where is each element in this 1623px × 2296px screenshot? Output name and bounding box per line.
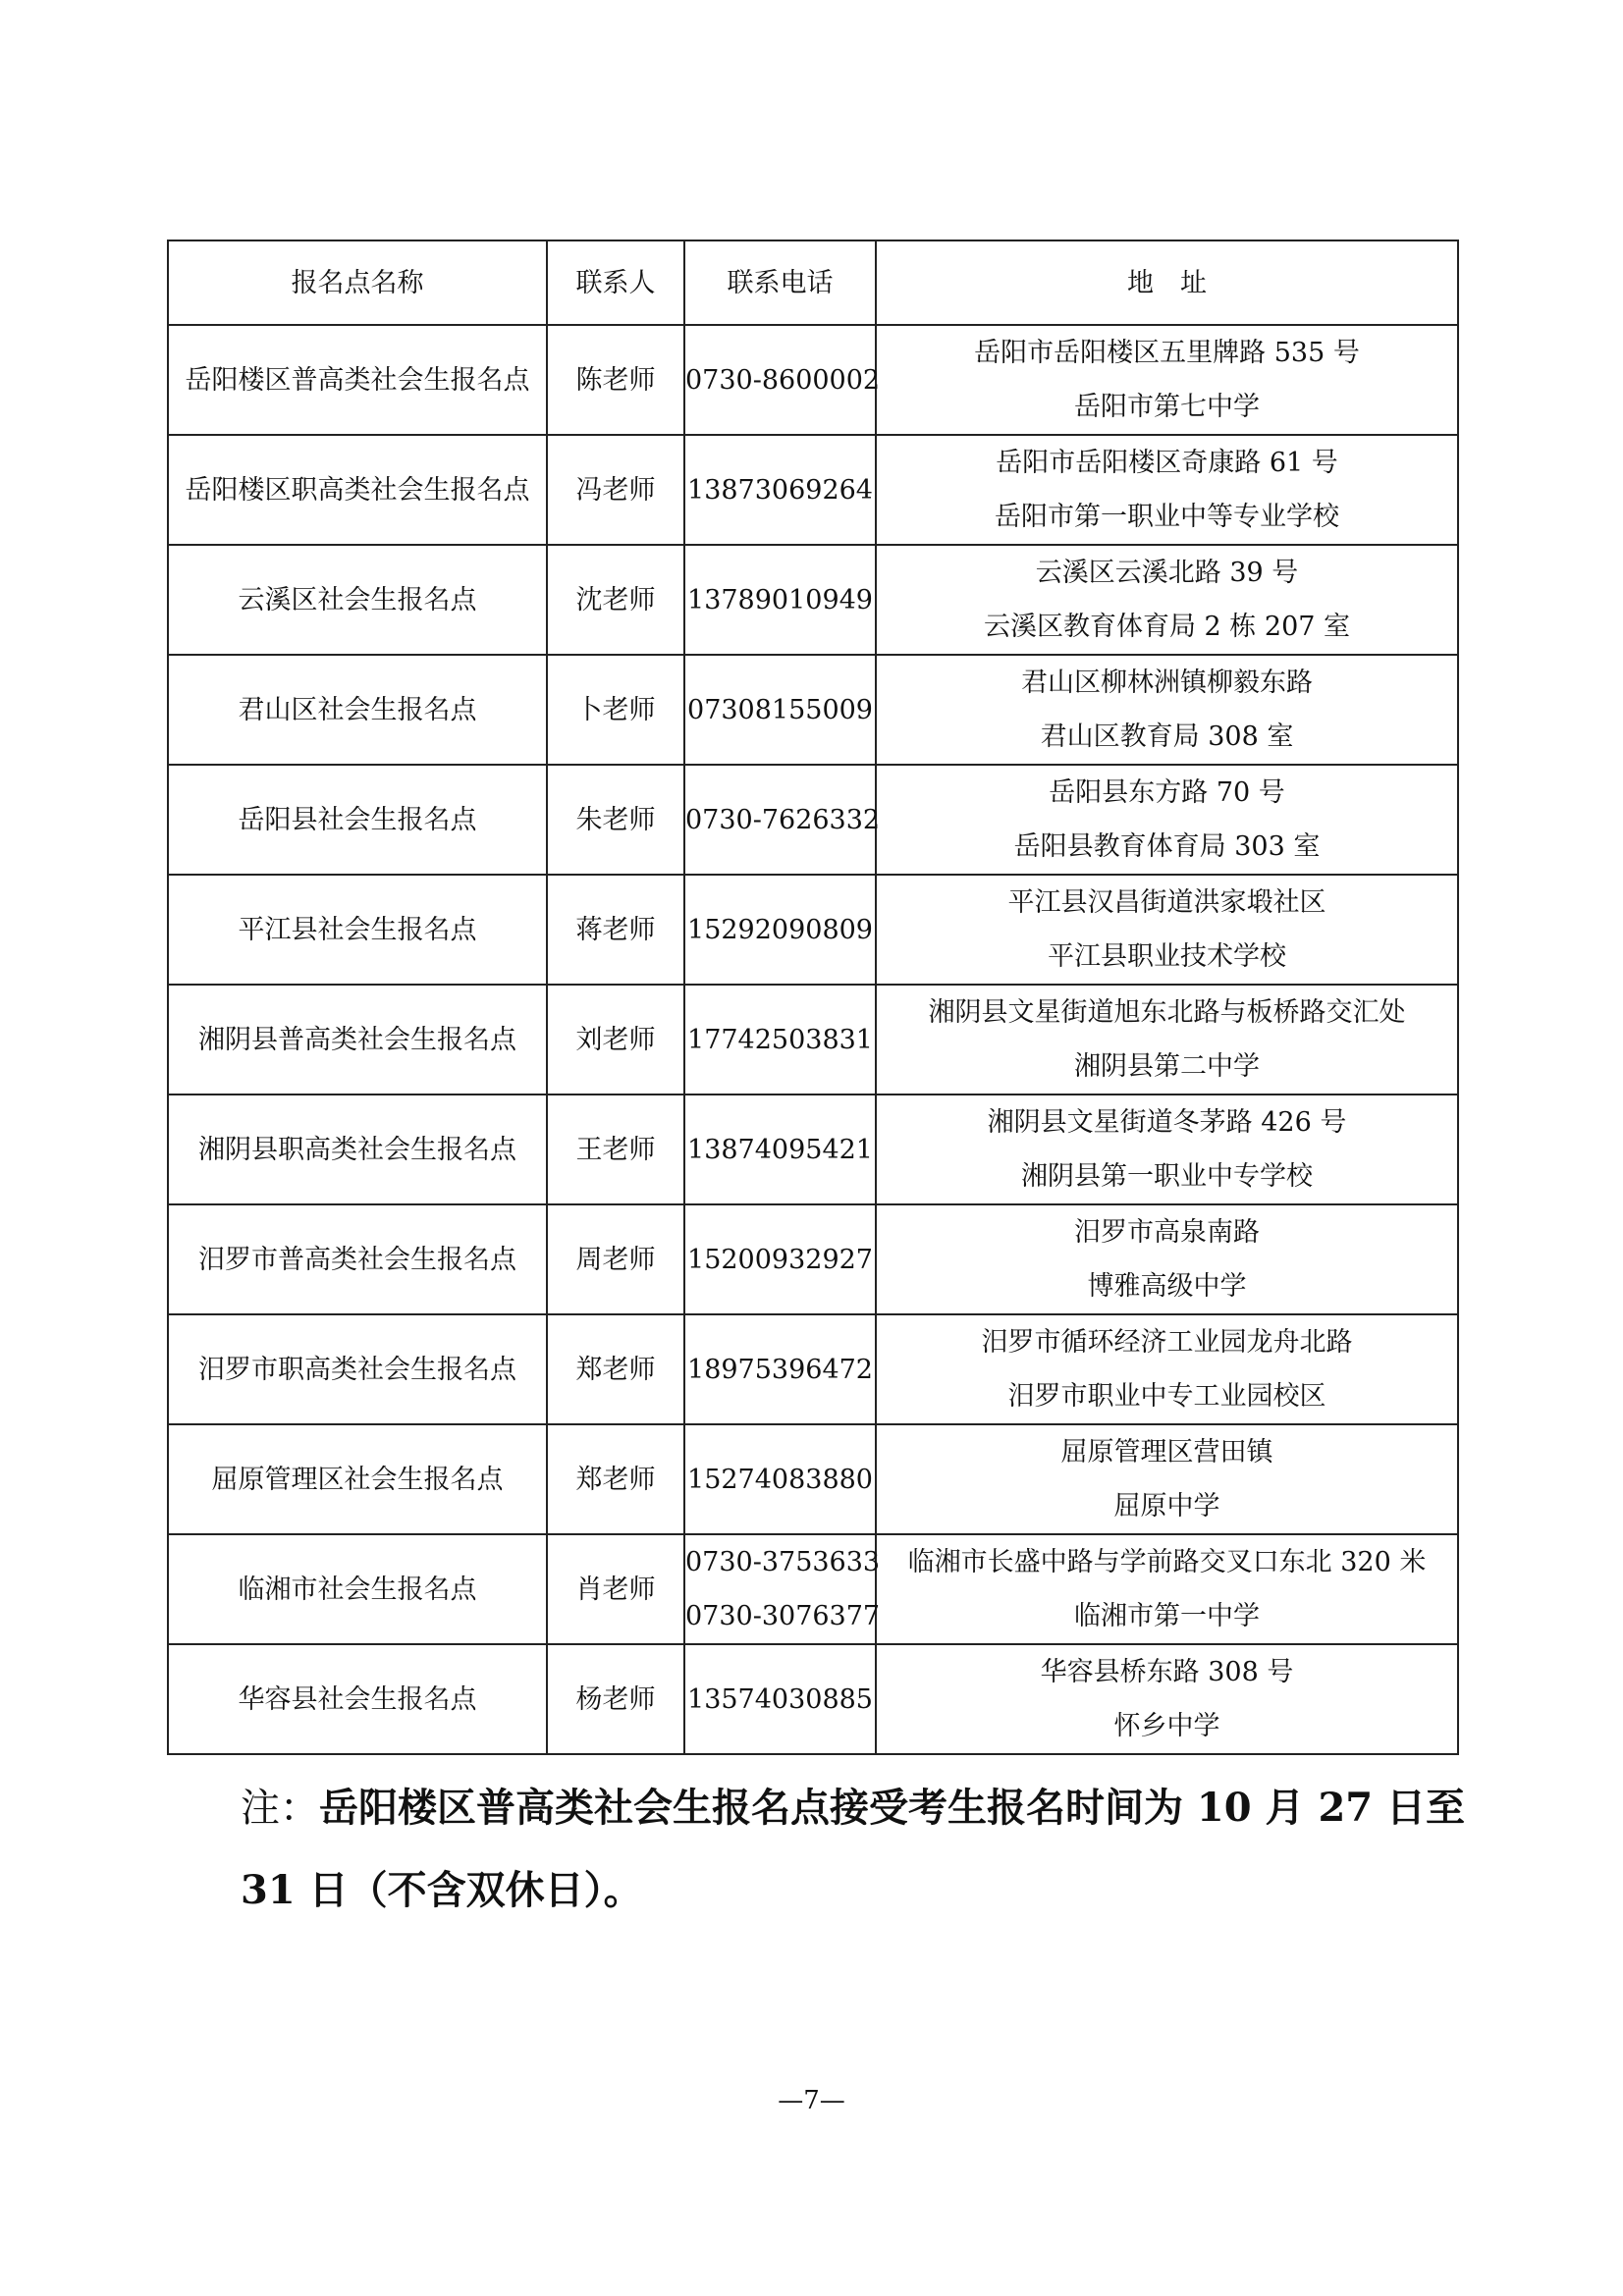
cell-contact: 杨老师 [547, 1644, 684, 1754]
address-line: 屈原中学 [1113, 1491, 1220, 1522]
phone-line: 15292090809 [687, 914, 873, 945]
address-line: 汨罗市循环经济工业园龙舟北路 [981, 1327, 1353, 1358]
phone-line: 0730-3753633 [685, 1547, 881, 1577]
cell-address [876, 545, 1458, 655]
address-line: 云溪区教育体育局 2 栋 207 室 [983, 612, 1351, 642]
address-line: 屈原管理区营田镇 [1060, 1437, 1273, 1468]
table-row [168, 1095, 1458, 1204]
address-line: 岳阳市岳阳楼区奇康路 61 号 [996, 448, 1338, 478]
phone-line: 18975396472 [687, 1354, 873, 1385]
address-line: 临湘市第一中学 [1074, 1601, 1260, 1631]
table-row [168, 545, 1458, 655]
cell-address [876, 1534, 1458, 1644]
address-line: 湘阴县第二中学 [1074, 1051, 1260, 1082]
footnote [241, 1767, 1468, 1932]
cell-address [876, 655, 1458, 765]
table-row [168, 1644, 1458, 1754]
header-phone: 联系电话 [684, 240, 876, 325]
cell-address [876, 985, 1458, 1095]
cell-address [876, 1314, 1458, 1424]
header-address: 地 址 [876, 240, 1458, 325]
cell-contact: 郑老师 [547, 1314, 684, 1424]
cell-site-name: 岳阳县社会生报名点 [168, 765, 547, 875]
footnote-prefix: 注： [241, 1786, 319, 1831]
phone-line: 15274083880 [687, 1464, 873, 1495]
table-row [168, 1534, 1458, 1644]
table-row [168, 1314, 1458, 1424]
cell-site-name: 岳阳楼区职高类社会生报名点 [168, 435, 547, 545]
cell-address [876, 435, 1458, 545]
cell-address [876, 325, 1458, 435]
phone-line: 13574030885 [687, 1683, 873, 1715]
phone-line: 17742503831 [687, 1024, 873, 1055]
cell-phone [684, 1534, 881, 1644]
cell-site-name: 华容县社会生报名点 [168, 1644, 547, 1754]
page-number: —7— [778, 2086, 845, 2115]
address-line: 汨罗市职业中专工业园校区 [1007, 1381, 1326, 1412]
footnote-text: 岳阳楼区普高类社会生报名点接受考生报名时间为 10 月 27 日至 31 日（不含双休日）。 [241, 1785, 1466, 1913]
table-row [168, 875, 1458, 985]
cell-contact: 郑老师 [547, 1424, 684, 1534]
address-line: 君山区教育局 308 室 [1040, 721, 1294, 752]
cell-contact: 冯老师 [547, 435, 684, 545]
cell-address [876, 1095, 1458, 1204]
cell-phone [684, 765, 881, 875]
header-name: 报名点名称 [168, 240, 547, 325]
address-line: 云溪区云溪北路 39 号 [1035, 558, 1299, 588]
address-line: 岳阳县教育体育局 303 室 [1013, 831, 1321, 862]
phone-line: 0730-7626332 [685, 804, 881, 835]
cell-phone [684, 545, 876, 655]
cell-phone [684, 985, 876, 1095]
header-contact: 联系人 [547, 240, 684, 325]
table-header [168, 240, 1458, 325]
address-line: 博雅高级中学 [1087, 1271, 1247, 1302]
table-body [168, 325, 1458, 1754]
address-line: 君山区柳林洲镇柳毅东路 [1021, 667, 1313, 698]
phone-line: 13789010949 [687, 584, 873, 615]
cell-contact: 王老师 [547, 1095, 684, 1204]
cell-phone [684, 1095, 876, 1204]
cell-site-name: 岳阳楼区普高类社会生报名点 [168, 325, 547, 435]
address-line: 湘阴县文星街道冬茅路 426 号 [987, 1107, 1347, 1138]
address-line: 临湘市长盛中路与学前路交叉口东北 320 米 [907, 1547, 1427, 1577]
cell-site-name: 平江县社会生报名点 [168, 875, 547, 985]
cell-site-name: 汨罗市普高类社会生报名点 [168, 1204, 547, 1314]
cell-contact: 朱老师 [547, 765, 684, 875]
cell-phone [684, 435, 876, 545]
address-line: 岳阳县东方路 70 号 [1049, 777, 1285, 808]
table-row [168, 325, 1458, 435]
cell-contact: 陈老师 [547, 325, 684, 435]
phone-line: 07308155009 [687, 694, 873, 725]
cell-contact: 沈老师 [547, 545, 684, 655]
table-row [168, 985, 1458, 1095]
address-line: 平江县汉昌街道洪家塅社区 [1007, 887, 1326, 918]
cell-site-name: 云溪区社会生报名点 [168, 545, 547, 655]
cell-contact: 卜老师 [547, 655, 684, 765]
phone-line: 0730-3076377 [685, 1601, 881, 1631]
cell-site-name: 临湘市社会生报名点 [168, 1534, 547, 1644]
address-line: 岳阳市第七中学 [1074, 392, 1260, 422]
address-line: 湘阴县文星街道旭东北路与板桥路交汇处 [928, 997, 1406, 1028]
cell-site-name: 湘阴县普高类社会生报名点 [168, 985, 547, 1095]
cell-address [876, 765, 1458, 875]
cell-phone [684, 1424, 876, 1534]
cell-site-name: 汨罗市职高类社会生报名点 [168, 1314, 547, 1424]
phone-line: 13874095421 [687, 1134, 873, 1165]
address-line: 岳阳市第一职业中等专业学校 [995, 502, 1339, 532]
cell-site-name: 屈原管理区社会生报名点 [168, 1424, 547, 1534]
table-row [168, 655, 1458, 765]
table-row [168, 435, 1458, 545]
registration-table [167, 240, 1459, 1755]
cell-phone [684, 875, 876, 985]
cell-phone [684, 1204, 876, 1314]
table-row [168, 765, 1458, 875]
address-line: 怀乡中学 [1113, 1711, 1220, 1741]
address-line: 湘阴县第一职业中专学校 [1021, 1161, 1313, 1192]
cell-phone [684, 325, 881, 435]
cell-contact: 周老师 [547, 1204, 684, 1314]
table-row [168, 1424, 1458, 1534]
address-line: 汨罗市高泉南路 [1074, 1217, 1260, 1248]
phone-line: 13873069264 [687, 474, 873, 506]
phone-line: 15200932927 [687, 1244, 873, 1275]
cell-address [876, 1204, 1458, 1314]
cell-contact: 蒋老师 [547, 875, 684, 985]
cell-contact: 刘老师 [547, 985, 684, 1095]
cell-contact: 肖老师 [547, 1534, 684, 1644]
cell-phone [684, 655, 876, 765]
cell-site-name: 君山区社会生报名点 [168, 655, 547, 765]
cell-phone [684, 1314, 876, 1424]
cell-site-name: 湘阴县职高类社会生报名点 [168, 1095, 547, 1204]
cell-address [876, 875, 1458, 985]
address-line: 华容县桥东路 308 号 [1040, 1657, 1294, 1687]
cell-address [876, 1424, 1458, 1534]
cell-phone [684, 1644, 876, 1754]
address-line: 平江县职业技术学校 [1048, 941, 1286, 972]
address-line: 岳阳市岳阳楼区五里牌路 535 号 [974, 338, 1360, 368]
phone-line: 0730-8600002 [685, 364, 881, 396]
header-row [168, 240, 1458, 325]
cell-address [876, 1644, 1458, 1754]
table-row [168, 1204, 1458, 1314]
